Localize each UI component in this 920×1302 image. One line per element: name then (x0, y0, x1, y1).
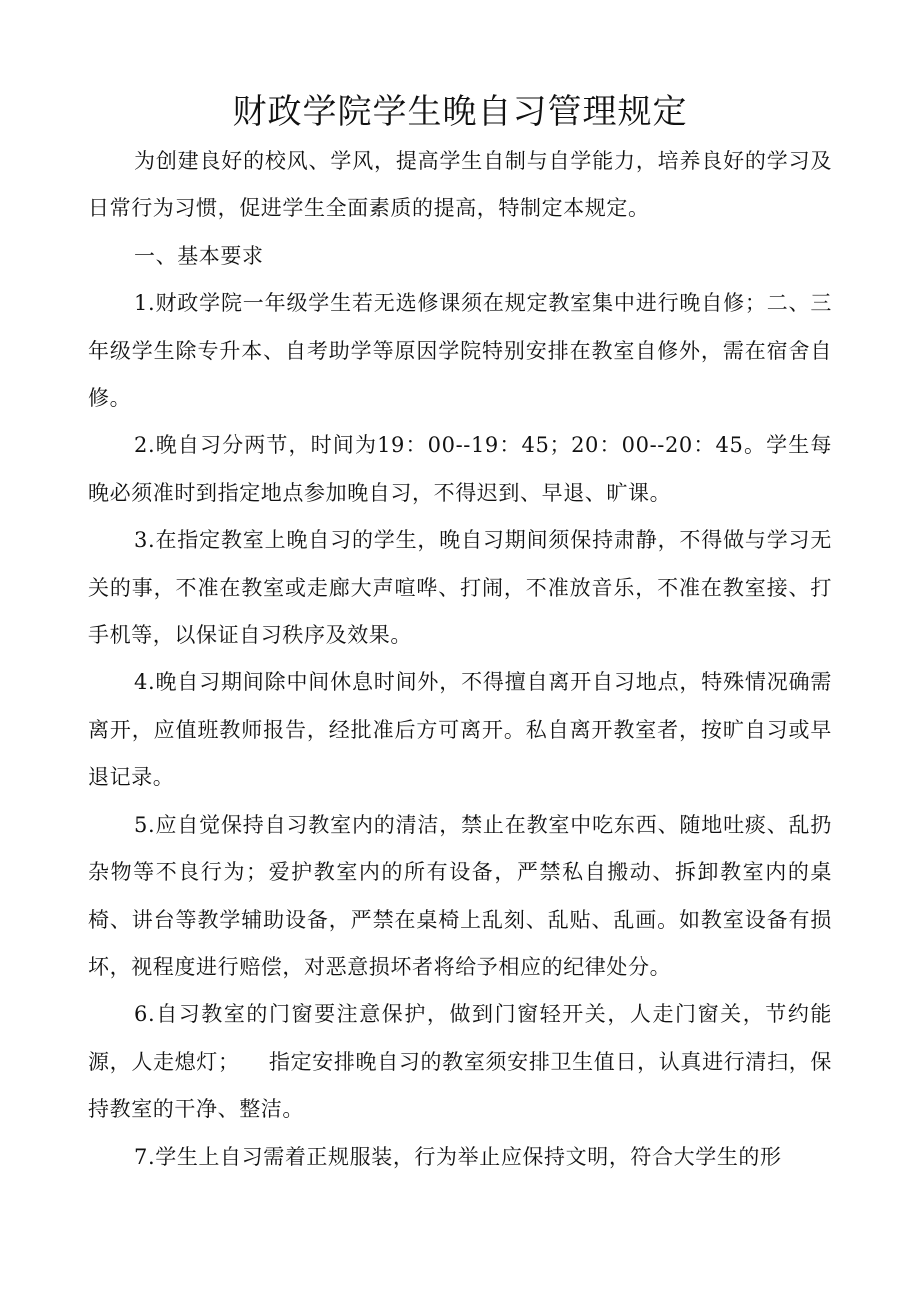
rule-6-gap (240, 1050, 269, 1074)
rule-7-paragraph: 7.学生上自习需着正规服装，行为举止应保持文明，符合大学生的形 (134, 1144, 782, 1169)
rule-4-paragraph: 4.晚自习期间除中间休息时间外，不得擅自离开自习地点，特殊情况确需离开，应值班教师报告，经批准后方可离开。私自离开教室者，按旷自习或早退记录。 (88, 670, 832, 790)
document-title: 财政学院学生晚自习管理规定 (232, 92, 688, 132)
rule-3-paragraph: 3.在指定教室上晚自习的学生，晚自习期间须保持肃静，不得做与学习无关的事，不准在教室或走廊大声喧哗、打闹，不准放音乐，不准在教室接、打手机等，以保证自习秩序及效果。 (88, 528, 832, 648)
rule-6-part-a: 6.自习教室的门窗要注意保护，做到门窗轻开关，人走门窗关，节约能源，人走熄灯； (88, 1002, 832, 1074)
rule-6-part-b: 指定安排晚自习的教室须安排卫生值日，认真进行清扫，保持教室的干净、整洁。 (88, 1049, 832, 1122)
rule-2-paragraph: 2.晚自习分两节，时间为19：00--19：45；20：00--20：45。学生每晚必须准时到指定地点参加晚自习，不得迟到、早退、旷课。 (88, 433, 832, 505)
rule-6-paragraph (88, 991, 832, 1133)
rule-5-paragraph: 5.应自觉保持自习教室内的清洁，禁止在教室中吃东西、随地吐痰、乱扔杂物等不良行为；爱护教室内的所有设备，严禁私自搬动、拆卸教室内的桌椅、讲台等教学辅助设备，严禁在桌椅上乱刻、乱贴、乱画。如教室设备有损坏，视程度进行赔偿，对恶意损坏者将给予相应的纪律处分。 (88, 812, 832, 979)
intro-paragraph: 为创建良好的校风、学风，提高学生自制与自学能力，培养良好的学习及日常行为习惯，促进学生全面素质的提高，特制定本规定。 (88, 149, 832, 221)
document-body (88, 138, 832, 1181)
rule-1-paragraph: 1.财政学院一年级学生若无选修课须在规定教室集中进行晚自修；二、三年级学生除专升本、自考助学等原因学院特别安排在教室自修外，需在宿舍自修。 (88, 291, 832, 411)
section-heading-basic-requirements: 一、基本要求 (134, 243, 264, 268)
